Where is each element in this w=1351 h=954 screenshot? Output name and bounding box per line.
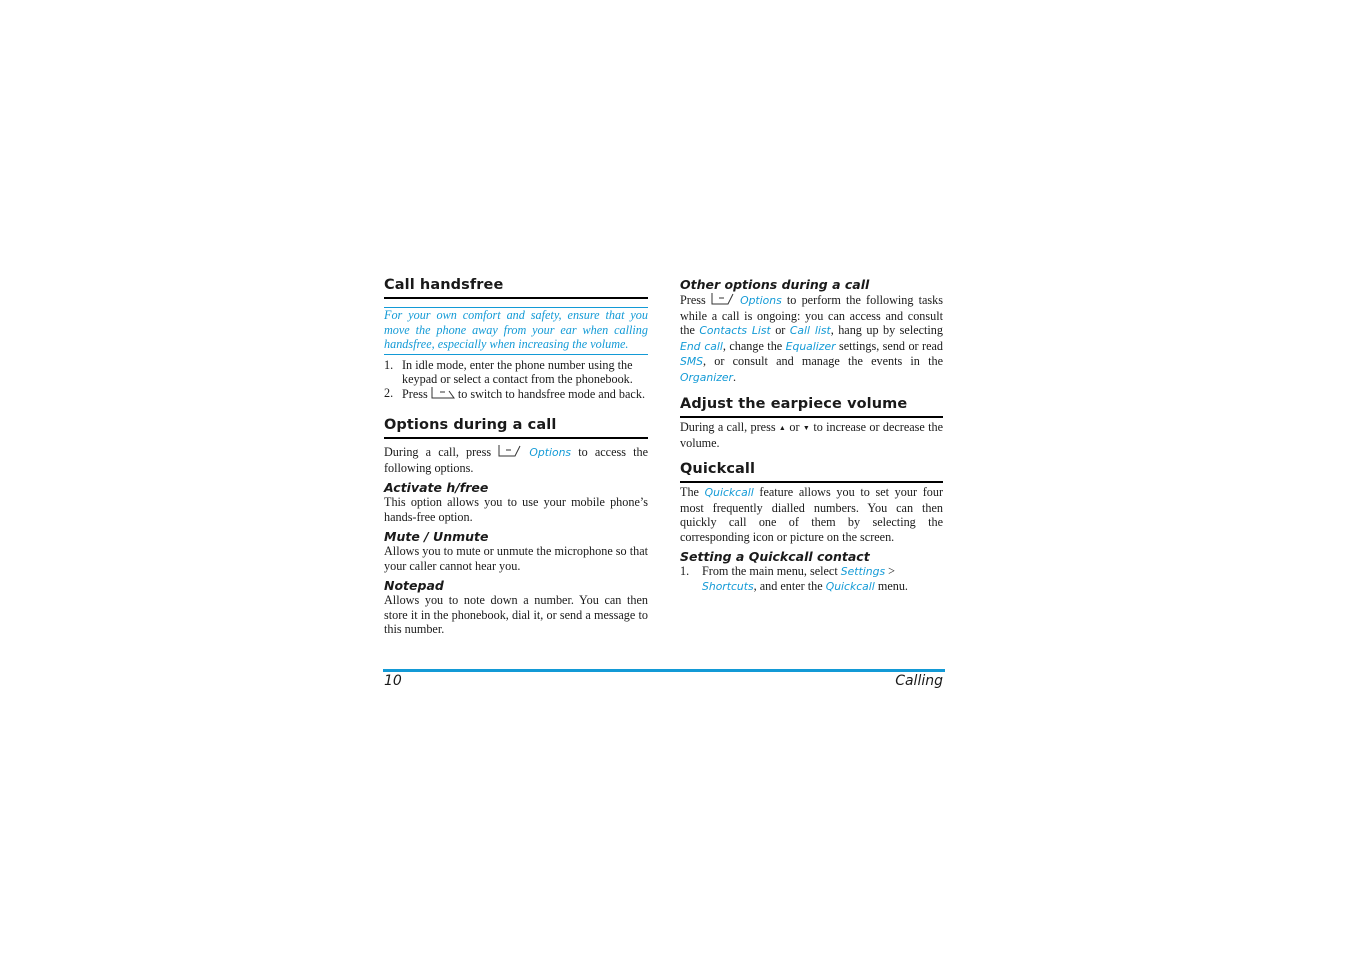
text: During a call, press [384, 445, 492, 460]
setting-quickcall-heading: Setting a Quickcall contact [680, 549, 870, 564]
text: or [775, 323, 786, 337]
mute-unmute-text: Allows you to mute or unmute the microphone so that your caller cannot hear you. [384, 544, 648, 573]
list-item [680, 564, 943, 595]
step-number: 1. [384, 357, 394, 372]
text: , hang up by selecting [830, 323, 943, 337]
equalizer-keyword: Equalizer [785, 339, 836, 353]
footer-rule [383, 669, 945, 672]
options-keyword: Options [529, 446, 572, 460]
quickcall-keyword: Quickcall [825, 580, 875, 594]
left-column [384, 274, 648, 637]
safety-warning: For your own comfort and safety, ensure that you move the phone away from your ear when calling handsfree, especially when increasing the volume. [384, 307, 648, 355]
text: to access the following options. [384, 445, 649, 475]
organizer-keyword: Organizer [680, 370, 733, 384]
settings-keyword: Settings [840, 565, 886, 578]
contacts-list-keyword: Contacts List [699, 324, 771, 337]
other-options-text [680, 292, 943, 385]
quickcall-heading: Quickcall [680, 458, 943, 483]
step-number: 2. [384, 386, 394, 401]
text: to increase or decrease the volume. [680, 420, 944, 450]
down-arrow-icon: ▼ [802, 424, 811, 432]
text: , change the [722, 338, 783, 353]
sms-keyword: SMS [680, 355, 704, 368]
text: . [733, 369, 737, 384]
text: feature allows you to set your four most frequently dialled numbers. You can then quickly call one of them by selecting the corresponding icon or picture on the screen. [680, 485, 943, 544]
text: During a call, press [680, 420, 776, 434]
text: > [888, 564, 895, 578]
notepad-text: Allows you to note down a number. You can then store it in the phonebook, dial it, or send a message to this number. [384, 593, 648, 637]
text: From the main menu, select [702, 564, 838, 578]
step-text: to switch to handsfree mode and back. [457, 387, 645, 402]
list-item [384, 358, 648, 387]
step-text: In idle mode, enter the phone number using the keypad or select a contact from the phonebook. [402, 357, 633, 386]
handsfree-steps [384, 358, 648, 403]
left-softkey-icon [498, 444, 522, 461]
adjust-earpiece-heading: Adjust the earpiece volume [680, 393, 943, 418]
list-item [384, 386, 648, 402]
text: , or consult and manage the events in the [703, 354, 943, 368]
step-text: Press [402, 387, 428, 402]
page-number: 10 [384, 673, 402, 689]
options-intro [384, 444, 648, 475]
call-list-keyword: Call list [789, 324, 831, 337]
earpiece-text [680, 420, 943, 450]
options-keyword: Options [740, 294, 782, 307]
quickcall-keyword: Quickcall [704, 486, 754, 499]
right-softkey-icon [431, 386, 455, 402]
mute-unmute-heading: Mute / Unmute [384, 529, 489, 545]
quickcall-text [680, 485, 943, 544]
up-arrow-icon: ▲ [778, 424, 787, 432]
options-during-call-heading: Options during a call [384, 414, 648, 439]
notepad-heading: Notepad [384, 578, 444, 594]
text: settings, send or read [838, 338, 944, 353]
activate-hfree-heading: Activate h/free [384, 480, 489, 496]
chapter-title: Calling [895, 673, 943, 689]
activate-hfree-text: This option allows you to use your mobile phone’s hands-free option. [384, 495, 648, 524]
end-call-keyword: End call [680, 339, 723, 353]
text: menu. [877, 579, 908, 594]
text: The [680, 485, 699, 499]
shortcuts-keyword: Shortcuts [702, 580, 754, 594]
text: to perform the following tasks while a call is ongoing: you can access and consult the [680, 293, 943, 337]
text: Press [680, 293, 706, 307]
left-softkey-icon [711, 292, 735, 309]
step-number: 1. [680, 564, 690, 578]
text: , and enter the [753, 579, 823, 594]
other-options-heading: Other options during a call [680, 277, 870, 292]
quickcall-steps [680, 564, 943, 595]
call-handsfree-heading: Call handsfree [384, 274, 648, 299]
text: or [789, 420, 800, 434]
right-column [680, 274, 943, 595]
